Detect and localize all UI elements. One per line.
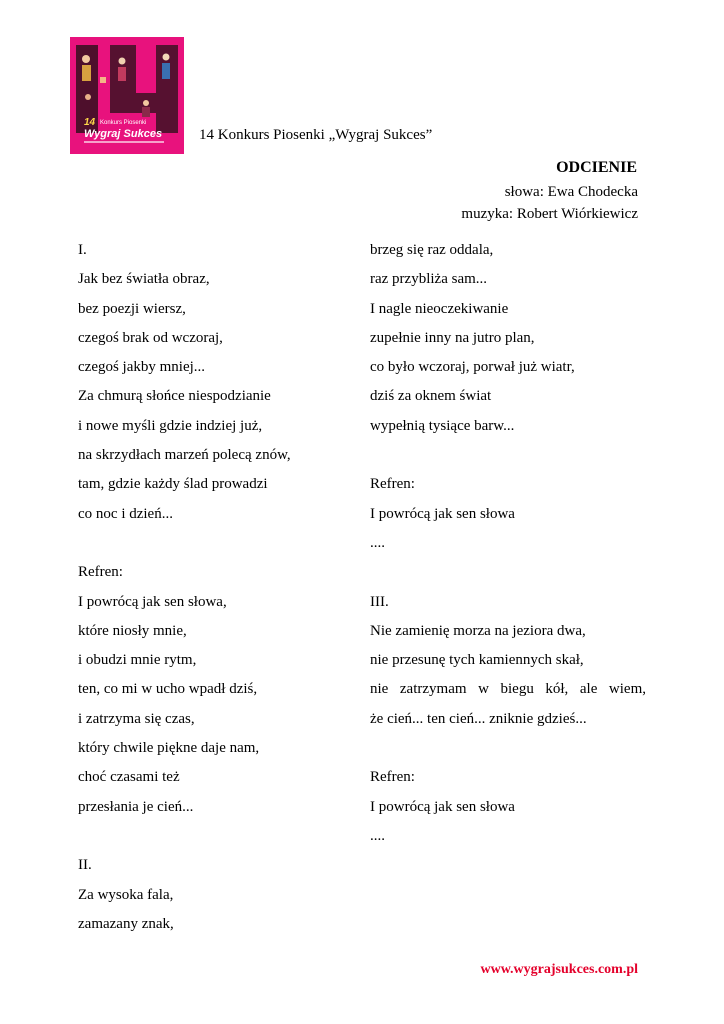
lyric-line: ....: [370, 827, 385, 844]
composer-credit: muzyka: Robert Wiórkiewicz: [461, 206, 638, 222]
lyric-line: czegoś jakby mniej...: [78, 359, 206, 376]
logo-caption-line2: Wygraj Sukces: [84, 128, 163, 140]
lyric-line: co noc i dzień...: [78, 505, 173, 522]
logo-caption-line1: Konkurs Piosenki: [100, 120, 147, 126]
song-title: ODCIENIE: [556, 159, 637, 176]
lyric-line: i zatrzyma się czas,: [78, 710, 195, 727]
lyrics-column-right: [370, 236, 646, 851]
lyric-line: i obudzi mnie rytm,: [78, 652, 197, 669]
logo-small-number: 14: [84, 117, 96, 128]
lyric-line: choć czasami też: [78, 769, 180, 786]
lyric-line: II.: [78, 857, 92, 874]
lyric-line: Za chmurą słońce niespodzianie: [78, 388, 271, 405]
lyric-line: Refren:: [370, 769, 415, 786]
lyric-line: [370, 441, 646, 470]
lyric-line: przesłania je cień...: [78, 798, 194, 815]
lyric-line: nie zatrzymam w biegu kół, ale wiem,: [370, 681, 646, 698]
lyric-line: I powrócą jak sen słowa: [370, 798, 515, 815]
lyric-line: że cień... ten cień... zniknie gdzieś...: [370, 710, 587, 727]
lyric-line: I powrócą jak sen słowa,: [78, 593, 227, 610]
lyric-line: I.: [78, 242, 87, 258]
lyric-line: [78, 822, 350, 851]
lyric-line: [370, 558, 646, 587]
lyric-line: zupełnie inny na jutro plan,: [370, 329, 535, 346]
lyrics-column-left: [78, 236, 350, 939]
lyric-line: brzeg się raz oddala,: [370, 242, 494, 258]
lyric-line: ten, co mi w ucho wpadł dziś,: [78, 681, 258, 698]
website-link[interactable]: www.wygrajsukces.com.pl: [480, 962, 638, 977]
lyric-line: zamazany znak,: [78, 915, 174, 932]
lyric-line: wypełnią tysiące barw...: [370, 417, 515, 434]
contest-logo: [70, 37, 184, 154]
lyric-line: Jak bez światła obraz,: [78, 271, 210, 288]
lyric-line: nie przesunę tych kamiennych skał,: [370, 652, 584, 669]
lyric-line: I nagle nieoczekiwanie: [370, 300, 509, 317]
lyric-line: raz przybliża sam...: [370, 271, 488, 288]
lyric-line: i nowe myśli gdzie indziej już,: [78, 417, 263, 434]
lyric-line: czegoś brak od wczoraj,: [78, 329, 223, 346]
lyric-line: [78, 529, 350, 558]
contest-logo-graphic: [70, 37, 184, 154]
lyric-line: co było wczoraj, porwał już wiatr,: [370, 359, 575, 376]
lyric-line: dziś za oknem świat: [370, 388, 492, 405]
lyric-line: [370, 734, 646, 763]
lyric-line: Nie zamienię morza na jeziora dwa,: [370, 622, 586, 639]
lyric-line: który chwile piękne daje nam,: [78, 740, 260, 757]
lyric-line: na skrzydłach marzeń polecą znów,: [78, 447, 291, 464]
lyric-line: tam, gdzie każdy ślad prowadzi: [78, 476, 268, 493]
lyric-line: III.: [370, 593, 389, 610]
lyric-line: bez poezji wiersz,: [78, 300, 186, 317]
lyrics-author-credit: słowa: Ewa Chodecka: [504, 184, 638, 200]
lyric-line: ....: [370, 534, 385, 551]
lyric-line: które niosły mnie,: [78, 622, 187, 639]
lyric-line: I powrócą jak sen słowa: [370, 505, 515, 522]
lyric-line: Za wysoka fala,: [78, 886, 174, 903]
contest-title: 14 Konkurs Piosenki „Wygraj Sukces”: [199, 127, 433, 143]
lyric-line: Refren:: [370, 476, 415, 493]
lyric-line: Refren:: [78, 564, 123, 581]
